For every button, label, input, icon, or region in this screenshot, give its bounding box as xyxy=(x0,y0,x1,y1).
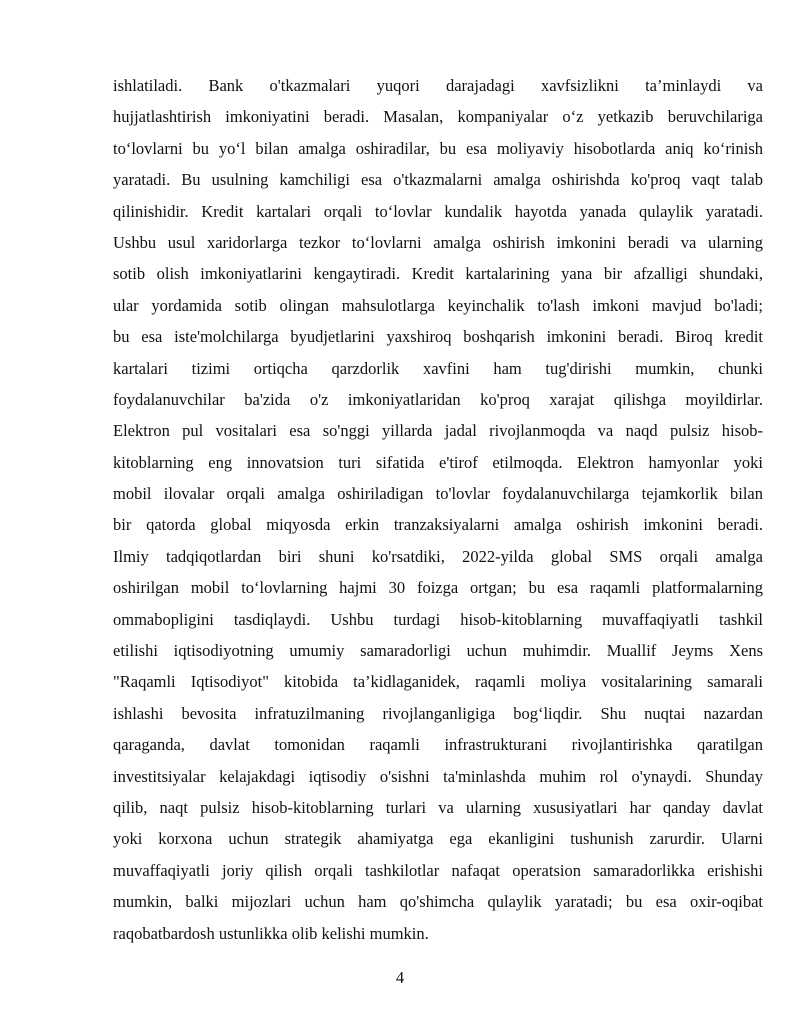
text-line: foydalanuvchilar ba'zida o'z imkoniyatlaridan ko'proq xarajat qilishga moyildirlar. xyxy=(113,389,763,409)
text-line: ular yordamida sotib olingan mahsulotlarga keyinchalik to'lash imkoni mavjud bo'ladi; xyxy=(113,295,763,315)
text-line: oshirilgan mobil to‘lovlarning hajmi 30 foizga ortgan; bu esa raqamli platformalarning xyxy=(113,578,763,598)
text-line: qilib, naqt pulsiz hisob-kitoblarning turlari va ularning xususiyatlari har qanday davlat xyxy=(113,797,763,817)
text-line: ishlashi bevosita infratuzilmaning rivojlanganligiga bog‘liqdir. Shu nuqtai nazardan xyxy=(113,703,763,723)
text-line: investitsiyalar kelajakdagi iqtisodiy o'sishni ta'minlashda muhim rol o'ynaydi. Shunday xyxy=(113,766,763,786)
text-line: to‘lovlarni bu yo‘l bilan amalga oshiradilar, bu esa moliyaviy hisobotlarda aniq ko‘rinish xyxy=(113,138,763,158)
text-line: ommabopligini tasdiqlaydi. Ushbu turdagi hisob-kitoblarning muvaffaqiyatli tashkil xyxy=(113,609,763,629)
text-line: kartalari tizimi ortiqcha qarzdorlik xavfini ham tug'dirishi mumkin, chunki xyxy=(113,358,763,378)
text-line: Ilmiy tadqiqotlardan biri shuni ko'rsatdiki, 2022-yilda global SMS orqali amalga xyxy=(113,546,763,566)
text-line: etilishi iqtisodiyotning umumiy samaradorligi uchun muhimdir. Muallif Jeyms Xens xyxy=(113,641,763,661)
text-line: qilinishidir. Kredit kartalari orqali to‘lovlar kundalik hayotda yanada qulaylik yaratadi. xyxy=(113,201,763,221)
text-line: mumkin, balki mijozlari uchun ham qo'shimcha qulaylik yaratadi; bu esa oxir-oqibat xyxy=(113,892,763,912)
text-line: yaratadi. Bu usulning kamchiligi esa o'tkazmalarni amalga oshirishda ko'proq vaqt talab xyxy=(113,170,763,190)
text-line: muvaffaqiyatli joriy qilish orqali tashkilotlar nafaqat operatsion samaradorlikka erishishi xyxy=(113,860,763,880)
text-line: "Raqamli Iqtisodiyot" kitobida ta’kidlaganidek, raqamli moliya vositalarining samarali xyxy=(113,672,763,692)
text-line: ishlatiladi. Bank o'tkazmalari yuqori darajadagi xavfsizlikni ta’minlaydi va xyxy=(113,76,763,95)
text-line: Elektron pul vositalari esa so'nggi yillarda jadal rivojlanmoqda va naqd pulsiz hisob- xyxy=(113,421,763,441)
page-number: 4 xyxy=(395,968,405,987)
text-line: qaraganda, davlat tomonidan raqamli infrastrukturani rivojlantirishka qaratilgan xyxy=(113,735,763,755)
text-line: yoki korxona uchun strategik ahamiyatga ega ekanligini tushunish zarurdir. Ularni xyxy=(113,829,763,849)
text-line: raqobatbardosh ustunlikka olib kelishi mumkin. xyxy=(113,923,429,943)
text-line: kitoblarning eng innovatsion turi sifatida e'tirof etilmoqda. Elektron hamyonlar yoki xyxy=(113,452,763,472)
text-line: hujjatlashtirish imkoniyatini beradi. Masalan, kompaniyalar o‘z yetkazib beruvchilariga xyxy=(113,107,763,127)
text-line: bu esa iste'molchilarga byudjetlarini yaxshiroq boshqarish imkonini beradi. Biroq kredit xyxy=(113,327,763,347)
text-line: Ushbu usul xaridorlarga tezkor to‘lovlarni amalga oshirish imkonini beradi va ularning xyxy=(113,232,763,252)
text-line: mobil ilovalar orqali amalga oshiriladigan to'lovlar foydalanuvchilarga tejamkorlik bilan xyxy=(113,484,763,504)
text-line: bir qatorda global miqyosda erkin tranzaksiyalarni amalga oshirish imkonini beradi. xyxy=(113,515,763,535)
text-line: sotib olish imkoniyatlarini kengaytiradi. Kredit kartalarining yana bir afzalligi shundaki, xyxy=(113,264,763,284)
body-paragraph xyxy=(113,70,763,949)
